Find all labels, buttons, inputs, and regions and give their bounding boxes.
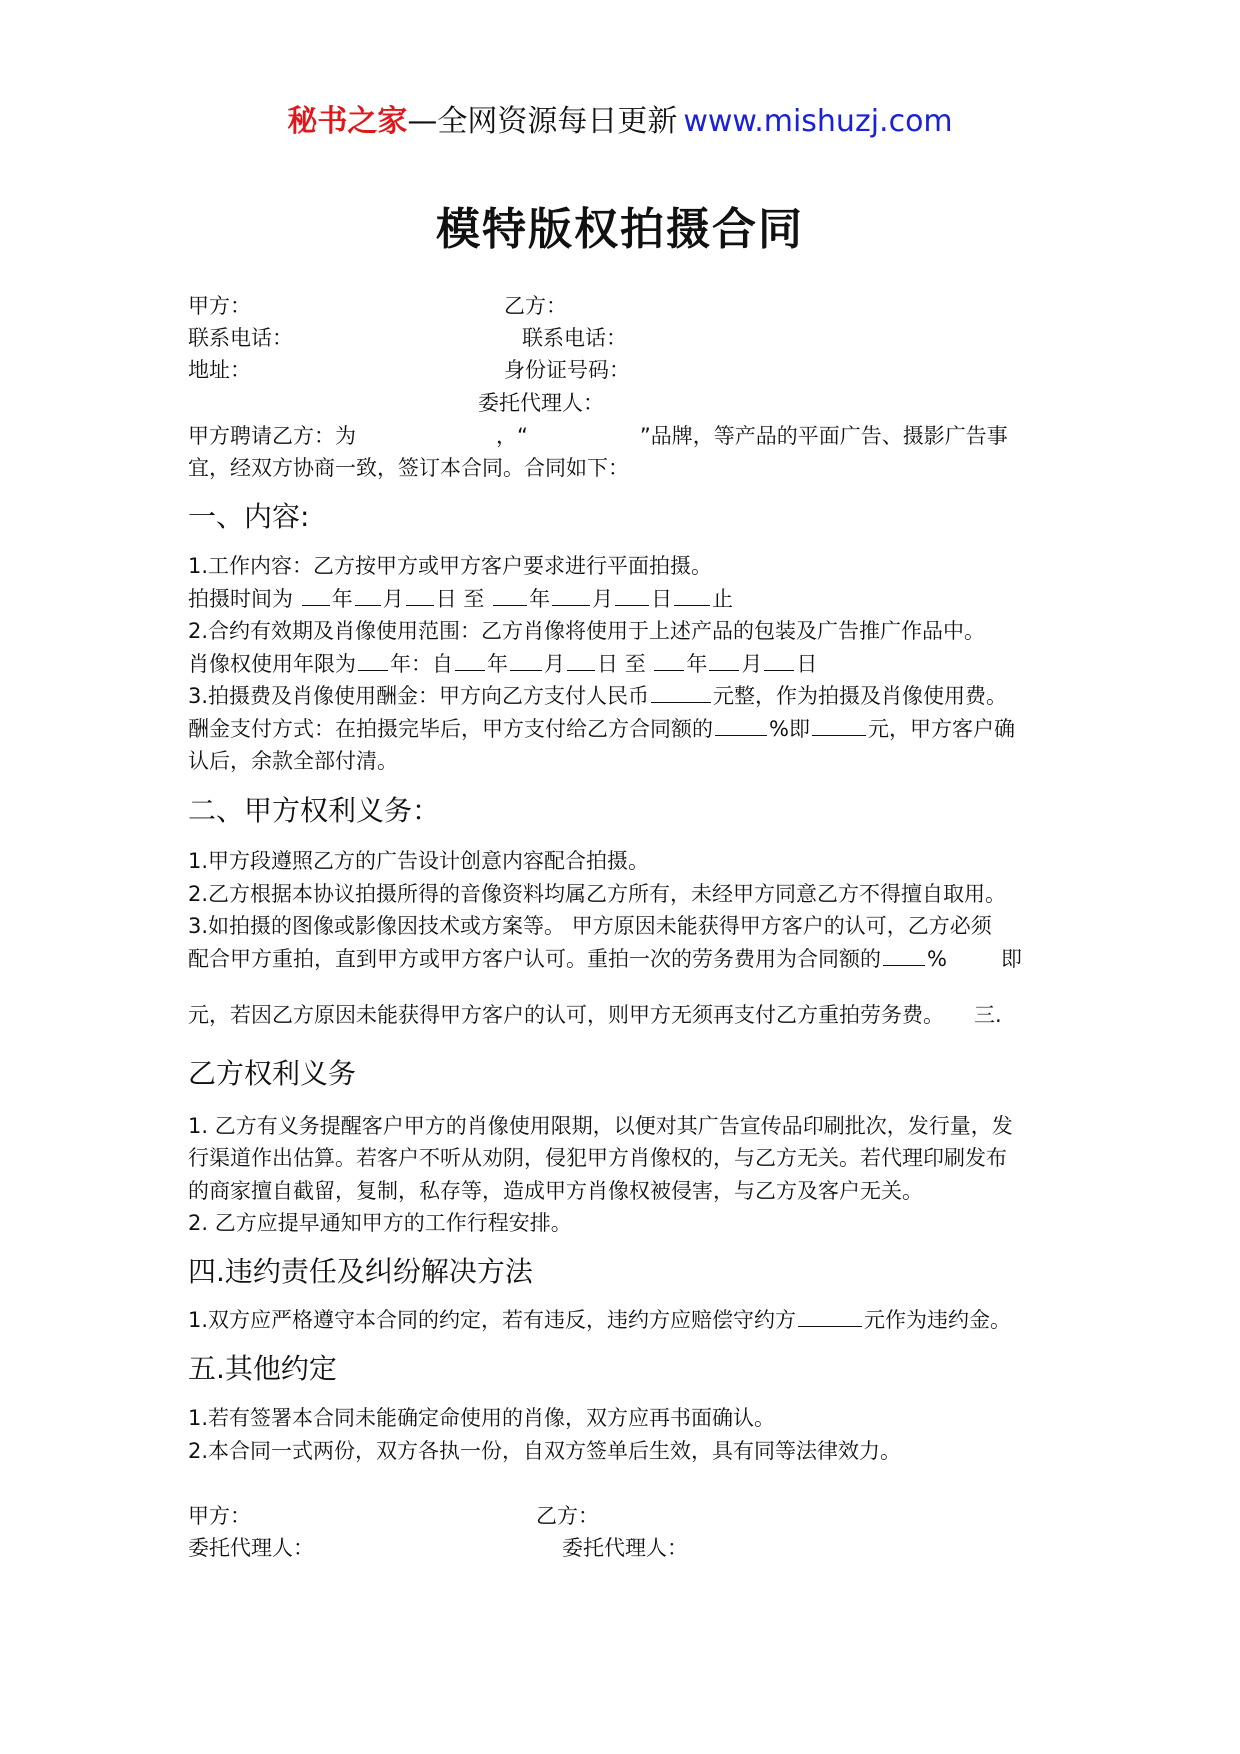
to-label: 至 <box>624 652 646 676</box>
penalty-text-1: 1.双方应严格遵守本合同的约定，若有违反，违约方应赔偿守约方 <box>188 1308 797 1332</box>
s2-line-4 <box>188 944 1022 974</box>
intro-text-2: ，“ <box>496 424 528 448</box>
shooting-time-label: 拍摄时间为 <box>188 587 293 611</box>
party-b-label: 乙方： <box>504 294 567 318</box>
end-month-blank[interactable] <box>552 585 590 606</box>
payment-text-2: %即 <box>769 717 810 741</box>
section-5-heading: 五.其他约定 <box>188 1352 337 1385</box>
shooting-time-line <box>188 584 733 614</box>
end-day-blank[interactable] <box>615 585 649 606</box>
s5-line-1: 1.若有签署本合同未能确定命使用的肖像，双方应再书面确认。 <box>188 1406 776 1430</box>
s1-line-1: 1.工作内容：乙方按甲方或甲方客户要求进行平面拍摄。 <box>188 554 713 578</box>
term-end-month-blank[interactable] <box>709 650 739 671</box>
payment-text-3: 元，甲方客户确 <box>867 717 1015 741</box>
s3-line-4: 2. 乙方应提早通知甲方的工作行程安排。 <box>188 1211 572 1235</box>
signature-party-b: 乙方： <box>536 1504 599 1528</box>
start-month-blank[interactable] <box>355 585 381 606</box>
fee-text-2: 元整，作为拍摄及肖像使用费。 <box>713 684 1008 708</box>
to-label: 至 <box>463 587 485 611</box>
day-label: 日 <box>651 587 673 611</box>
payment-text-1: 酬金支付方式：在拍摄完毕后，甲方支付给乙方合同额的 <box>188 717 713 741</box>
month-label: 月 <box>382 587 404 611</box>
section-4-heading: 四.违约责任及纠纷解决方法 <box>188 1255 533 1288</box>
year-label: 年 <box>487 652 508 676</box>
banner-url[interactable]: www.mishuzj.com <box>683 104 953 139</box>
signature-party-a: 甲方： <box>188 1504 251 1528</box>
portrait-term-label: 肖像权使用年限为 <box>188 652 356 676</box>
payment-amount-blank[interactable] <box>812 715 866 736</box>
section-3-number: 三. <box>974 1003 1002 1027</box>
fee-line <box>188 681 1007 711</box>
year-label: 年 <box>686 652 708 676</box>
day-label: 日 <box>796 652 818 676</box>
banner-slogan: —全网资源每日更新 <box>407 104 678 139</box>
payment-percent-blank[interactable] <box>715 715 767 736</box>
party-a-phone-label: 联系电话： <box>188 326 293 350</box>
signature-agent-b: 委托代理人： <box>562 1536 688 1560</box>
s4-line-1 <box>188 1305 1011 1335</box>
section-1-heading: 一、内容: <box>188 500 310 533</box>
year-label: 年 <box>331 587 353 611</box>
party-a-address-label: 地址： <box>188 358 251 382</box>
intro-text-3: ”品牌，等产品的平面广告、摄影广告事 <box>639 424 1008 448</box>
banner-brand: 秘书之家 <box>287 104 408 139</box>
portrait-term-line <box>188 649 817 679</box>
month-label: 月 <box>741 652 763 676</box>
start-year-blank[interactable] <box>302 585 330 606</box>
s3-line-1: 1. 乙方有义务提醒客户甲方的肖像使用限期，以便对其广告宣传品印刷批次，发行量，发 <box>188 1114 1013 1138</box>
s2-line-3: 3.如拍摄的图像或影像因技术或方案等。 甲方原因未能获得甲方客户的认可，乙方必须 <box>188 914 992 938</box>
end-label: 止 <box>712 587 734 611</box>
s2-line-2: 2.乙方根据本协议拍摄所得的音像资料均属乙方所有，未经甲方同意乙方不得擅自取用。 <box>188 882 1007 906</box>
s1-line-7: 认后，余款全部付清。 <box>188 749 398 773</box>
site-banner <box>0 100 1240 144</box>
intro-line-1 <box>188 421 1008 451</box>
term-start-day-blank[interactable] <box>567 650 595 671</box>
fee-text-1: 3.拍摄费及肖像使用酬金：甲方向乙方支付人民币 <box>188 684 650 708</box>
term-end-day-blank[interactable] <box>764 650 794 671</box>
reshoot-percent-label: % <box>927 947 947 971</box>
from-label: ：自 <box>411 652 453 676</box>
s5-line-2: 2.本合同一式两份，双方各执一份，自双方签单后生效，具有同等法律效力。 <box>188 1439 902 1463</box>
s2-line-5 <box>188 1000 1002 1030</box>
penalty-text-2: 元作为违约金。 <box>864 1308 1012 1332</box>
s3-line-3: 的商家擅自截留，复制，私存等，造成甲方肖像权被侵害，与乙方及客户无关。 <box>188 1179 923 1203</box>
term-end-year-blank[interactable] <box>654 650 684 671</box>
payment-line <box>188 714 1015 744</box>
month-label: 月 <box>544 652 565 676</box>
intro-text-1: 甲方聘请乙方：为 <box>188 424 356 448</box>
reshoot-percent-blank[interactable] <box>883 945 925 966</box>
signature-agent-a: 委托代理人： <box>188 1536 314 1560</box>
start-day-blank[interactable] <box>406 585 434 606</box>
end-year-blank[interactable] <box>493 585 527 606</box>
month-label: 月 <box>592 587 614 611</box>
year-label: 年 <box>529 587 551 611</box>
reshoot-text-1: 配合甲方重拍，直到甲方或甲方客户认可。重拍一次的劳务费用为合同额的 <box>188 947 881 971</box>
s3-line-2: 行渠道作出估算。若客户不听从劝阴，侵犯甲方肖像权的，与乙方无关。若代理印刷发布 <box>188 1146 1007 1170</box>
fee-amount-blank[interactable] <box>651 682 711 703</box>
term-start-month-blank[interactable] <box>510 650 542 671</box>
s2-line-1: 1.甲方段遵照乙方的广告设计创意内容配合拍摄。 <box>188 849 650 873</box>
party-b-agent-label: 委托代理人： <box>478 391 604 415</box>
document-title: 模特版权拍摄合同 <box>436 204 804 255</box>
party-b-id-label: 身份证号码： <box>504 358 630 382</box>
term-years-blank[interactable] <box>358 650 388 671</box>
term-start-year-blank[interactable] <box>455 650 485 671</box>
section-2-heading: 二、甲方权利义务： <box>188 794 441 827</box>
intro-line-2: 宜，经双方协商一致，签订本合同。合同如下： <box>188 456 629 480</box>
reshoot-text-2: 即 <box>1000 947 1022 971</box>
party-b-phone-label: 联系电话： <box>522 326 627 350</box>
section-3-heading: 乙方权利义务 <box>188 1057 357 1090</box>
day-label: 日 <box>597 652 618 676</box>
reshoot-text-3: 元，若因乙方原因未能获得甲方客户的认可，则甲方无须再支付乙方重拍劳务费。 <box>188 1003 944 1027</box>
s1-line-3: 2.合约有效期及肖像使用范围：乙方肖像将使用于上述产品的包装及广告推广作品中。 <box>188 619 986 643</box>
day-label: 日 <box>435 587 457 611</box>
end-blank[interactable] <box>674 585 710 606</box>
penalty-amount-blank[interactable] <box>798 1306 862 1327</box>
party-a-label: 甲方： <box>188 294 251 318</box>
year-label: 年 <box>390 652 411 676</box>
